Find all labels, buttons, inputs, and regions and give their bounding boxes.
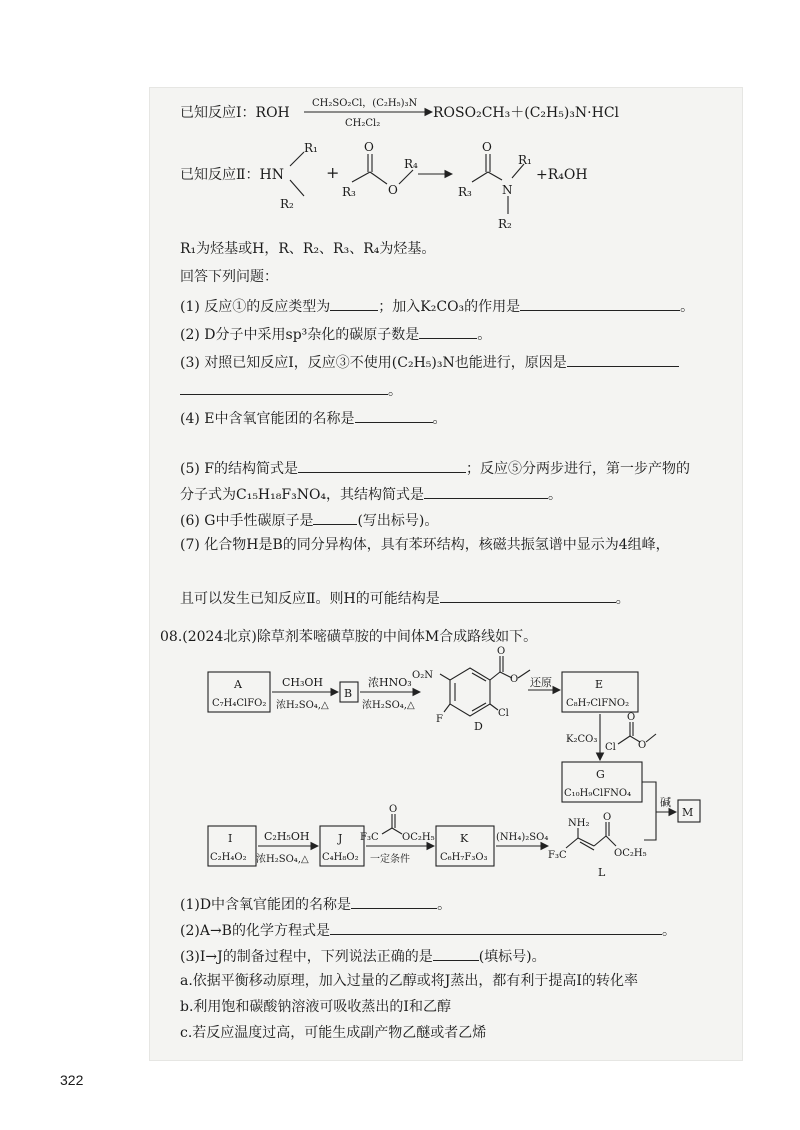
q4-blank[interactable] xyxy=(355,408,433,423)
question-7: (7) 化合物H是B的同分异构体，具有苯环结构，核磁共振氢谱中显示为4组峰， xyxy=(180,537,670,553)
ester-structure xyxy=(342,140,418,199)
step3-top: C₂H₅OH xyxy=(264,830,310,843)
d-no2: O₂N xyxy=(412,670,433,681)
q5-end: 。 xyxy=(548,487,563,503)
reaction2-lead: 已知反应Ⅱ：HN xyxy=(180,167,284,183)
q5-blank-1[interactable] xyxy=(298,458,466,473)
d-cl: Cl xyxy=(498,708,509,719)
reaction1-product: ROSO₂CH₃＋(C₂H₅)₃N·HCl xyxy=(433,105,620,121)
q2-end: 。 xyxy=(477,327,492,343)
reaction2-tail: +R₄OH xyxy=(536,167,588,183)
step2-bottom: 浓H₂SO₄,△ xyxy=(362,700,415,711)
e-formula: C₈H₇ClFNO₂ xyxy=(566,698,630,709)
q7-end: 。 xyxy=(615,591,630,607)
ester-o2: O xyxy=(388,183,398,197)
q8-1-end: 。 xyxy=(437,897,452,913)
amide-o: O xyxy=(482,140,492,154)
question-7-cont xyxy=(180,588,630,608)
amine-structure xyxy=(280,141,318,211)
amine-r2: R₂ xyxy=(280,197,294,211)
amide-structure xyxy=(458,140,532,231)
q1-blank-type[interactable] xyxy=(330,296,378,311)
reaction1-lead: 已知反应Ⅰ：ROH xyxy=(180,105,290,121)
step5-top: (NH₄)₂SO₄ xyxy=(496,832,549,843)
i-formula: C₂H₄O₂ xyxy=(210,852,247,863)
step1-top: CH₃OH xyxy=(282,676,324,689)
q7-blank[interactable] xyxy=(440,588,616,603)
q3-end: 。 xyxy=(388,383,402,399)
structure-l xyxy=(548,812,647,879)
q8-2-end: 。 xyxy=(661,923,676,939)
question-1 xyxy=(180,296,694,316)
reaction1-above: CH₂SO₂Cl，(C₂H₅)₃N xyxy=(312,98,418,109)
q8-3-text-a: (3)I→J的制备过程中，下列说法正确的是 xyxy=(180,949,433,965)
q3-blank-1[interactable] xyxy=(567,352,679,367)
step4-bottom: 一定条件 xyxy=(370,854,410,865)
q8-3-blank[interactable] xyxy=(433,946,479,961)
base-label: 碱 xyxy=(660,796,671,809)
q5-blank-2[interactable] xyxy=(424,484,548,499)
reagent-o: O xyxy=(627,712,636,723)
s4-cf3: F₃C xyxy=(360,832,379,843)
amine-r1: R₁ xyxy=(304,141,318,155)
e-label: E xyxy=(595,678,604,691)
option-b: b.利用饱和碳酸钠溶液可吸收蒸出的I和乙醇 xyxy=(180,999,451,1015)
q8-2-blank[interactable] xyxy=(330,920,662,935)
q8-1-text: (1)D中含氧官能团的名称是 xyxy=(180,897,352,913)
q8-2-text: (2)A→B的化学方程式是 xyxy=(180,923,330,939)
q5-text-a: (5) F的结构简式是 xyxy=(180,461,298,477)
l-nh2: NH₂ xyxy=(568,818,590,829)
option-a: a.依据平衡移动原理，加入过量的乙醇或将J蒸出，都有利于提高I的转化率 xyxy=(180,973,638,989)
q1-text-b: ；加入K₂CO₃的作用是 xyxy=(378,299,521,315)
question-4 xyxy=(180,408,447,428)
a-formula: C₇H₄ClFO₂ xyxy=(212,698,267,709)
question-2 xyxy=(180,324,491,344)
q5-text-b: ；反应⑤分两步进行，第一步产物的 xyxy=(466,461,690,477)
q8-question-1 xyxy=(180,894,451,914)
reagent-o2: O xyxy=(638,740,647,751)
step2-top: 浓HNO₃ xyxy=(368,676,412,689)
q8-question-2 xyxy=(180,920,676,940)
q6-blank[interactable] xyxy=(313,510,357,525)
amide-r1: R₁ xyxy=(518,153,532,167)
q7-text: 且可以发生已知反应Ⅱ。则H的可能结构是 xyxy=(180,591,440,607)
ester-o: O xyxy=(364,140,374,154)
question-6 xyxy=(180,510,438,530)
q2-text: (2) D分子中采用sp³杂化的碳原子数是 xyxy=(180,327,420,343)
q5-text-c: 分子式为C₁₅H₁₈F₃NO₄，其结构简式是 xyxy=(180,487,425,503)
reaction2-plus: + xyxy=(326,163,340,182)
page-number: 322 xyxy=(60,1072,84,1088)
ester-r4: R₄ xyxy=(404,157,418,171)
substituent-note: R₁为烃基或H，R、R₂、R₃、R₄为烃基。 xyxy=(180,241,436,257)
k-formula: C₆H₇F₃O₃ xyxy=(440,852,488,863)
question-5-cont xyxy=(180,484,562,504)
option-c: c.若反应温度过高，可能生成副产物乙醚或者乙烯 xyxy=(180,1025,487,1041)
question-5 xyxy=(180,458,690,478)
step1-bottom: 浓H₂SO₄,△ xyxy=(276,700,329,711)
j-formula: C₄H₈O₂ xyxy=(322,852,359,863)
l-label: L xyxy=(598,866,606,879)
q2-blank[interactable] xyxy=(419,324,477,339)
d-f: F xyxy=(436,714,443,725)
q8-3-text-b: (填标号)。 xyxy=(478,949,546,965)
step3-bottom: 浓H₂SO₄,△ xyxy=(256,854,309,865)
a-label: A xyxy=(234,678,242,691)
ester-r3: R₃ xyxy=(342,185,356,199)
q6-text-b: (写出标号)。 xyxy=(357,513,439,529)
amide-r3: R₃ xyxy=(458,185,472,199)
structure-d xyxy=(412,646,530,733)
g-label: G xyxy=(596,768,605,781)
q8-question-3 xyxy=(180,946,546,966)
q1-text-a: (1) 反应①的反应类型为 xyxy=(180,299,331,315)
j-label: J xyxy=(338,832,343,845)
amide-n: N xyxy=(502,183,513,197)
q8-1-blank[interactable] xyxy=(351,894,437,909)
bracket-g-l xyxy=(642,782,656,840)
q1-blank-role[interactable] xyxy=(520,296,680,311)
question-3 xyxy=(180,352,679,372)
problem-08-header: 08.(2024北京)除草剂苯嘧磺草胺的中间体M合成路线如下。 xyxy=(160,629,538,645)
q6-text-a: (6) G中手性碳原子是 xyxy=(180,513,314,529)
reagent-cl: Cl xyxy=(605,742,616,753)
k-label: K xyxy=(460,832,469,845)
q3-text: (3) 对照已知反应Ⅰ，反应③不使用(C₂H₅)₃N也能进行，原因是 xyxy=(180,355,567,371)
reaction1-below: CH₂Cl₂ xyxy=(345,118,381,129)
s4-oet: OC₂H₅ xyxy=(402,832,435,843)
d-carbonyl-o: O xyxy=(497,646,506,657)
amide-r2: R₂ xyxy=(498,217,512,231)
question-3-cont xyxy=(180,380,402,400)
q4-end: 。 xyxy=(432,411,447,427)
s4-o: O xyxy=(389,804,398,815)
l-o: O xyxy=(603,812,612,823)
trifluoroacetate-reagent xyxy=(360,804,435,843)
i-label: I xyxy=(228,832,233,845)
q3-blank-2[interactable] xyxy=(180,380,388,395)
k2co3-label: K₂CO₃ xyxy=(566,734,598,745)
chloroformate-reagent xyxy=(605,712,656,753)
q4-text: (4) E中含氧官能团的名称是 xyxy=(180,411,355,427)
l-cf3: F₃C xyxy=(548,850,567,861)
reduce-label: 还原 xyxy=(530,676,552,689)
g-formula: C₁₀H₉ClFNO₄ xyxy=(564,788,632,799)
m-label: M xyxy=(682,806,694,819)
instructions: 回答下列问题： xyxy=(180,269,278,285)
d-ester-o: O xyxy=(510,674,519,685)
l-oet: OC₂H₅ xyxy=(614,848,647,859)
d-label: D xyxy=(474,720,483,733)
q1-end: 。 xyxy=(680,299,695,315)
b-label: B xyxy=(344,687,353,700)
